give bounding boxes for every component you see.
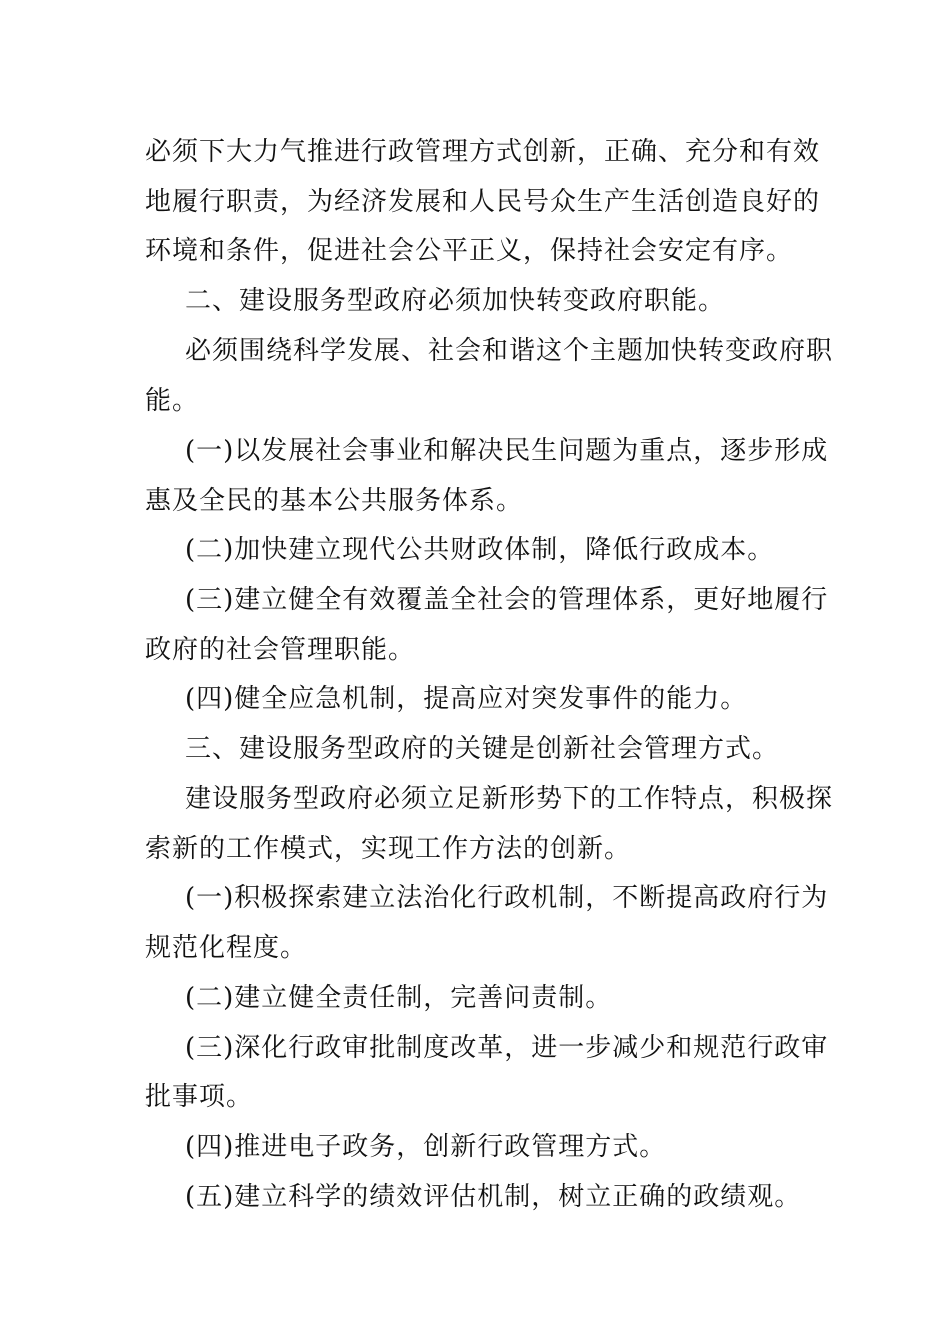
list-item-line-10: (三)建立健全有效覆盖全社会的管理体系，更好地履行: [185, 585, 829, 615]
list-item-line-21: (四)推进电子政务，创新行政管理方式。: [185, 1132, 667, 1162]
paragraph-line-14: 建设服务型政府必须立足新形势下的工作特点，积极探: [185, 784, 834, 814]
list-item-line-9: (二)加快建立现代公共财政体制，降低行政成本。: [185, 535, 775, 565]
list-item-line-7: (一)以发展社会事业和解决民生问题为重点，逐步形成: [185, 436, 829, 466]
paragraph-line-2: 地履行职责，为经济发展和人民号众生产生活创造良好的: [145, 187, 821, 217]
list-item-line-18: (二)建立健全责任制，完善问责制。: [185, 983, 613, 1013]
paragraph-line-1: 必须下大力气推进行政管理方式创新，正确、充分和有效: [145, 137, 821, 167]
section-heading-2: 二、建设服务型政府必须加快转变政府职能。: [185, 286, 726, 316]
paragraph-line-6: 能。: [145, 386, 200, 416]
list-item-line-12: (四)健全应急机制，提高应对突发事件的能力。: [185, 684, 748, 714]
list-item-line-22: (五)建立科学的绩效评估机制，树立正确的政绩观。: [185, 1182, 802, 1212]
paragraph-line-5: 必须围绕科学发展、社会和谐这个主题加快转变政府职: [185, 336, 834, 366]
list-item-line-19: (三)深化行政审批制度改革，进一步减少和规范行政审: [185, 1033, 829, 1063]
section-heading-3: 三、建设服务型政府的关键是创新社会管理方式。: [185, 734, 780, 764]
list-item-line-17: 规范化程度。: [145, 933, 308, 963]
list-item-line-11: 政府的社会管理职能。: [145, 635, 416, 665]
list-item-line-8: 惠及全民的基本公共服务体系。: [145, 486, 524, 516]
paragraph-line-15: 索新的工作模式，实现工作方法的创新。: [145, 834, 632, 864]
list-item-line-20: 批事项。: [145, 1082, 254, 1112]
paragraph-line-3: 环境和条件，促进社会公平正义，保持社会安定有序。: [145, 236, 794, 266]
list-item-line-16: (一)积极探索建立法治化行政机制，不断提高政府行为: [185, 883, 829, 913]
